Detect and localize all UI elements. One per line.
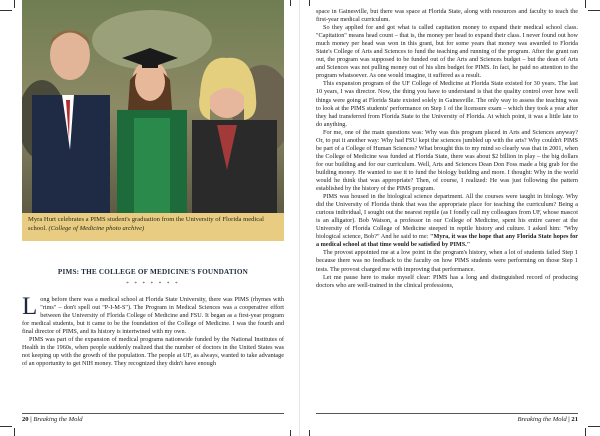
body-paragraph: The provost appointed me at a low point in the program's history, when a lot of students failed Step 1 because there was no feedback to the faculty on how PIMS students were performing on those Step 1 tests. The provost charged me with improving that performance. [316,249,578,273]
drop-cap: L [22,293,38,320]
body-paragraph: PIMS was housed in the biological science department. All the courses were taught in biology. Why did the University of Florida think that was the appropriate place for teaching the curriculum? Being a curious individual, I sought out the nearest reptile (as I fondly call my colleagues from UF, whose mascot is an alligator). Bob Watson, a professor in our College of Medicine, spent his entire career at the University of Florida College of Medicine steeped in reptile history and culture. I asked him: "Why biological science, Bob?" And he said to me: "Myra, it was the hope that any Florida State hopes for a medical school at that time would be satisfied by PIMS." [316,193,579,249]
section-title: PIMS: THE COLLEGE OF MEDICINE'S FOUNDATION [57,268,249,276]
right-body-text [316,8,578,290]
footer-rule [22,413,284,414]
photo-caption [22,213,284,241]
page-number: 20 | [22,416,32,423]
crop-mark [585,428,586,436]
body-paragraph: This expansion program of the UF College of Medicine at Florida State existed for 30 years. The last 10 years, I was director. Now, the thing you have to understand is that the quality control over how well things were going at Florida State existed solely in Gainesville. The only way to assess the teaching was to look at the PIMS students' performance on Step 1 of the licensure exam – which they took a year after they had transferred from Florida State to the University of Florida. At which point, it was a little late to do anything. [316,80,578,128]
body-paragraph: Let me pause here to make myself clear: PIMS has a long and distinguished record of producing doctors who are well-trained in the clinical professions, [316,273,578,289]
body-paragraph: So they applied for and got what is called capitation money to expand their medical school class. "Capitation" means head count – that is, the money per head to expand their class. I never found out how much money per head was won in this grant, but for some years that money was awarded to Florida State's College of Arts and Sciences to fund the teaching and running of the program. After the grant ran out, the program was supposed to be funded out of the Arts and Sciences budget – but the dean of Arts and Sciences was not pulling money out of his slim budget for PIMS. In fact, he paid no attention to the program whatsoever. As one would imagine, it suffered as a result. [316,24,578,80]
body-paragraph: For me, one of the main questions was: Why was this program placed in Arts and Sciences anyway? Or, to put it another way: Why had FSU kept the sciences jumbled up with the arts? Why couldn't PIMS be part of a College of Human Sciences? What brought this to my mind so clearly was that in 2001, when the College of Medicine was funded at Florida State, there was about $2 billion in play – the big dollars for our building and for our curriculum. Well, Arts and Sciences Dean Don Foss made a big grab for the building money. He wanted to use it to fund the biology building and more. I thought: Why in the world would he think that was appropriate? Then, of course, I realized: He was just following the pattern established by the history of the PIMS program. [316,128,578,193]
crop-mark [588,426,600,427]
running-title: Breaking the Mold [517,416,567,423]
right-footer [517,416,578,423]
left-footer [22,416,83,423]
graduation-photo [22,0,284,213]
caption-text: Myra Hurt celebrates a PIMS student's graduation from the University of Florida medical school. [28,216,264,232]
footer-rule [316,413,578,414]
left-body-text [22,293,284,368]
body-paragraph: Long before there was a medical school at Florida State University, there was PIMS (rhymes with "rims" – don't spell out "P-I-M-S"). The Program in Medical Sciences was a cooperative effort between the University of Florida College of Medicine and FSU. It began as a first-year program for medical students, but it came to be the foundation of the College of Medicine. I was the fourth and final director of PIMS, and its history is intertwined with my own. [22,293,284,336]
quote-text: "Myra, it was the hope that any Florida State hopes for a medical school at that time would be satisfied by PIMS." [316,233,579,249]
section-ornament: * * * * * * * [126,282,180,287]
crop-mark [585,0,586,8]
body-paragraph: space in Gainesville, but there was space at Florida State, along with resources and faculty to teach the first-year medical curriculum. [316,8,578,24]
crop-mark [309,0,310,6]
crop-mark [588,10,600,11]
caption-credit: (College of Medicine photo archive) [48,224,145,232]
page-number: | 21 [568,416,578,423]
running-title: Breaking the Mold [33,416,83,423]
crop-mark [309,430,310,436]
body-paragraph: PIMS was part of the expansion of medical programs nationwide funded by the National Institutes of Health in the 1960s, when people suddenly realized that the number of doctors in the United States was not keeping up with the growth of the population. The people at UF, as always, wanted to take advantage of an opportunity to get NIH money. They recognized they didn't have enough [22,336,284,368]
